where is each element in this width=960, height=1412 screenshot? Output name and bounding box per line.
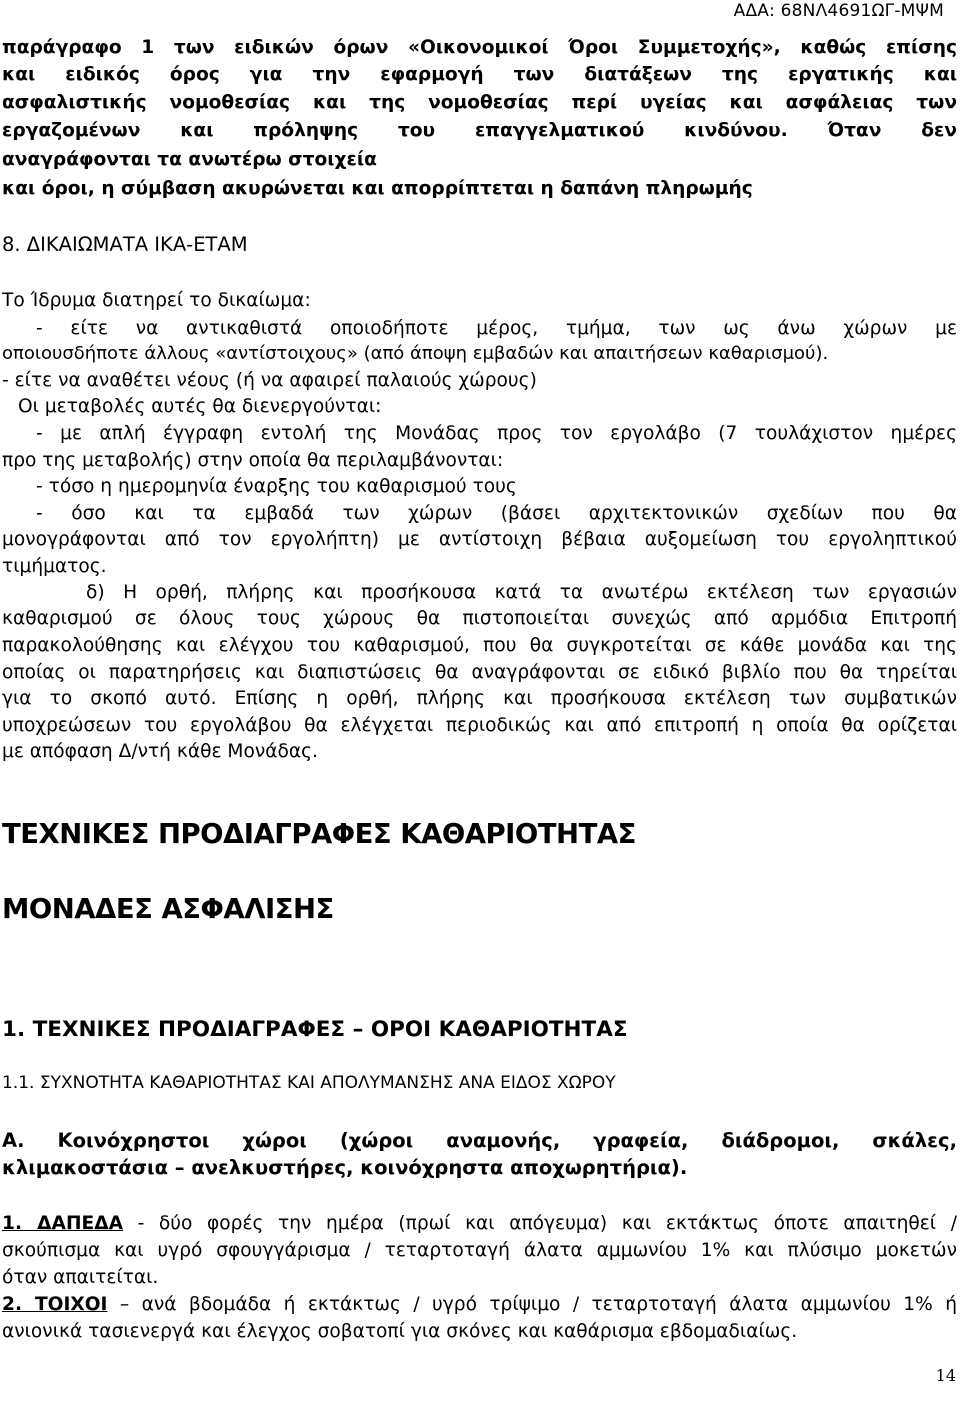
section-1-1-heading: 1.1. ΣΥΧΝΟΤΗΤΑ ΚΑΘΑΡΙΟΤΗΤΑΣ ΚΑΙ ΑΠΟΛΥΜΑΝΣΗΣ ΑΝΑ ΕΙΔΟΣ ΧΩΡΟΥ [2,1073,616,1093]
s8-line-1: Το Ίδρυμα διατηρεί το δικαίωμα: [2,290,311,311]
item-walls-label: 2. ΤΟΙΧΟΙ [2,1294,108,1315]
s8-line-3: οποιουσδήποτε άλλους «αντίστοιχους» (από άποψη εμβαδών και απαιτήσεων καθαρισμού). [2,343,829,364]
s8-line-5: Οι μεταβολές αυτές θα διενεργούνται: [18,396,382,417]
intro-line-4: εργαζομένων και πρόληψης του επαγγελματικού κινδύνου. Όταν δεν [2,120,957,141]
s8-line-7: προ της μεταβολής) στην οποία θα περιλαμβάνονται: [2,450,504,471]
section-a-line-2: κλιμακοστάσια – ανελκυστήρες, κοινόχρηστα αποχωρητήρια). [2,1156,688,1179]
s8-line-4: - είτε να αναθέτει νέους (ή να αφαιρεί παλαιούς χώρους) [2,370,537,391]
item-floors-text: - δύο φορές την ημέρα (πρωί και απόγευμα) και εκτάκτως όποτε απαιτηθεί / [123,1213,957,1234]
s8-line-14: παρακολούθησης και ελέγχου του καθαρισμού, που θα συγκροτείται σε κάθε μονάδα και της [2,635,957,656]
s8-line-13: καθαρισμού σε όλους τους χώρους θα πιστοποιείται συνεχώς από αρμόδια Επιτροπή [2,608,957,629]
s8-line-18: με απόφαση Δ/ντή κάθε Μονάδας. [2,741,318,762]
item-floors-line-2: σκούπισμα και υγρό σφουγγάρισμα / τεταρτοταγή άλατα αμμωνίου 1% και πλύσιμο μοκετών [2,1240,957,1261]
page-number: 14 [935,1366,956,1385]
intro-line-3: ασφαλιστικής νομοθεσίας και της νομοθεσίας περί υγείας και ασφάλειας των [2,92,957,113]
s8-line-12: δ) Η ορθή, πλήρης και προσήκουσα κατά τα ανωτέρω εκτέλεση των εργασιών [86,582,957,603]
item-floors-line-1 [2,1211,957,1238]
intro-line-6: και όροι, η σύμβαση ακυρώνεται και απορρίπτεται η δαπάνη πληρωμής [2,178,753,199]
s8-line-2: - είτε να αντικαθιστά οποιοδήποτε μέρος, τμήμα, των ως άνω χώρων με [36,318,957,339]
section-a-line-1: Α. Κοινόχρηστοι χώροι (χώροι αναμονής, γραφεία, διάδρομοι, σκάλες, [2,1129,957,1152]
intro-line-5: αναγράφονται τα ανωτέρω στοιχεία [2,149,377,170]
item-floors-line-3: όταν απαιτείται. [2,1267,159,1288]
ada-code: ΑΔΑ: 68ΝΛ4691ΩΓ-ΜΨΜ [733,1,944,21]
item-walls-line-2: ανιονικά τασιενεργά και έλεγχος σοβατοπί για σκόνες και καθάρισμα εβδομαδιαίως. [2,1321,798,1342]
section-8-title: 8. ΔΙΚΑΙΩΜΑΤΑ ΙΚΑ-ΕΤΑΜ [2,233,248,256]
item-walls-line-1 [2,1292,957,1319]
intro-line-2: και ειδικός όρος για την εφαρμογή των διατάξεων της εργατικής και [2,64,957,85]
s8-line-11: τιμήματος. [2,556,107,577]
item-floors-label: 1. ΔΑΠΕΔΑ [2,1213,123,1234]
s8-line-17: υποχρεώσεων του εργολάβου θα ελέγχεται περιοδικώς και από επιτροπή η οποία θα ορίζεται [2,715,957,736]
section-1-heading: 1. ΤΕΧΝΙΚΕΣ ΠΡΟΔΙΑΓΡΑΦΕΣ – ΟΡΟΙ ΚΑΘΑΡΙΟΤΗΤΑΣ [2,1017,628,1042]
specs-heading: ΤΕΧΝΙΚΕΣ ΠΡΟΔΙΑΓΡΑΦΕΣ ΚΑΘΑΡΙΟΤΗΤΑΣ [2,818,636,850]
units-heading: ΜΟΝΑΔΕΣ ΑΣΦΑΛΙΣΗΣ [2,893,334,925]
s8-line-8: - τόσο η ημερομηνία έναρξης του καθαρισμού τους [36,476,517,497]
s8-line-16: για το σκοπό αυτό. Επίσης η ορθή, πλήρης και προσήκουσα εκτέλεση των συμβατικών [2,688,957,709]
s8-line-15: οποίας οι παρατηρήσεις και διαπιστώσεις θα αναγράφονται σε ειδικό βιβλίο που θα τηρείται [2,662,957,683]
s8-line-10: μονογράφονται από τον εργολήπτη) με αντίστοιχη βέβαια αυξομείωση του εργοληπτικού [2,529,957,550]
s8-line-6: - με απλή έγγραφη εντολή της Μονάδας προς τον εργολάβο (7 τουλάχιστον ημέρες [36,423,957,444]
s8-line-9: - όσο και τα εμβαδά των χώρων (βάσει αρχιτεκτονικών σχεδίων που θα [36,503,957,524]
item-walls-text: – ανά βδομάδα ή εκτάκτως / υγρό τρίψιμο / τεταρτοταγή άλατα αμμωνίου 1% ή [107,1294,957,1315]
intro-line-1: παράγραφο 1 των ειδικών όρων «Οικονομικοί Όροι Συμμετοχής», καθώς επίσης [2,37,957,58]
